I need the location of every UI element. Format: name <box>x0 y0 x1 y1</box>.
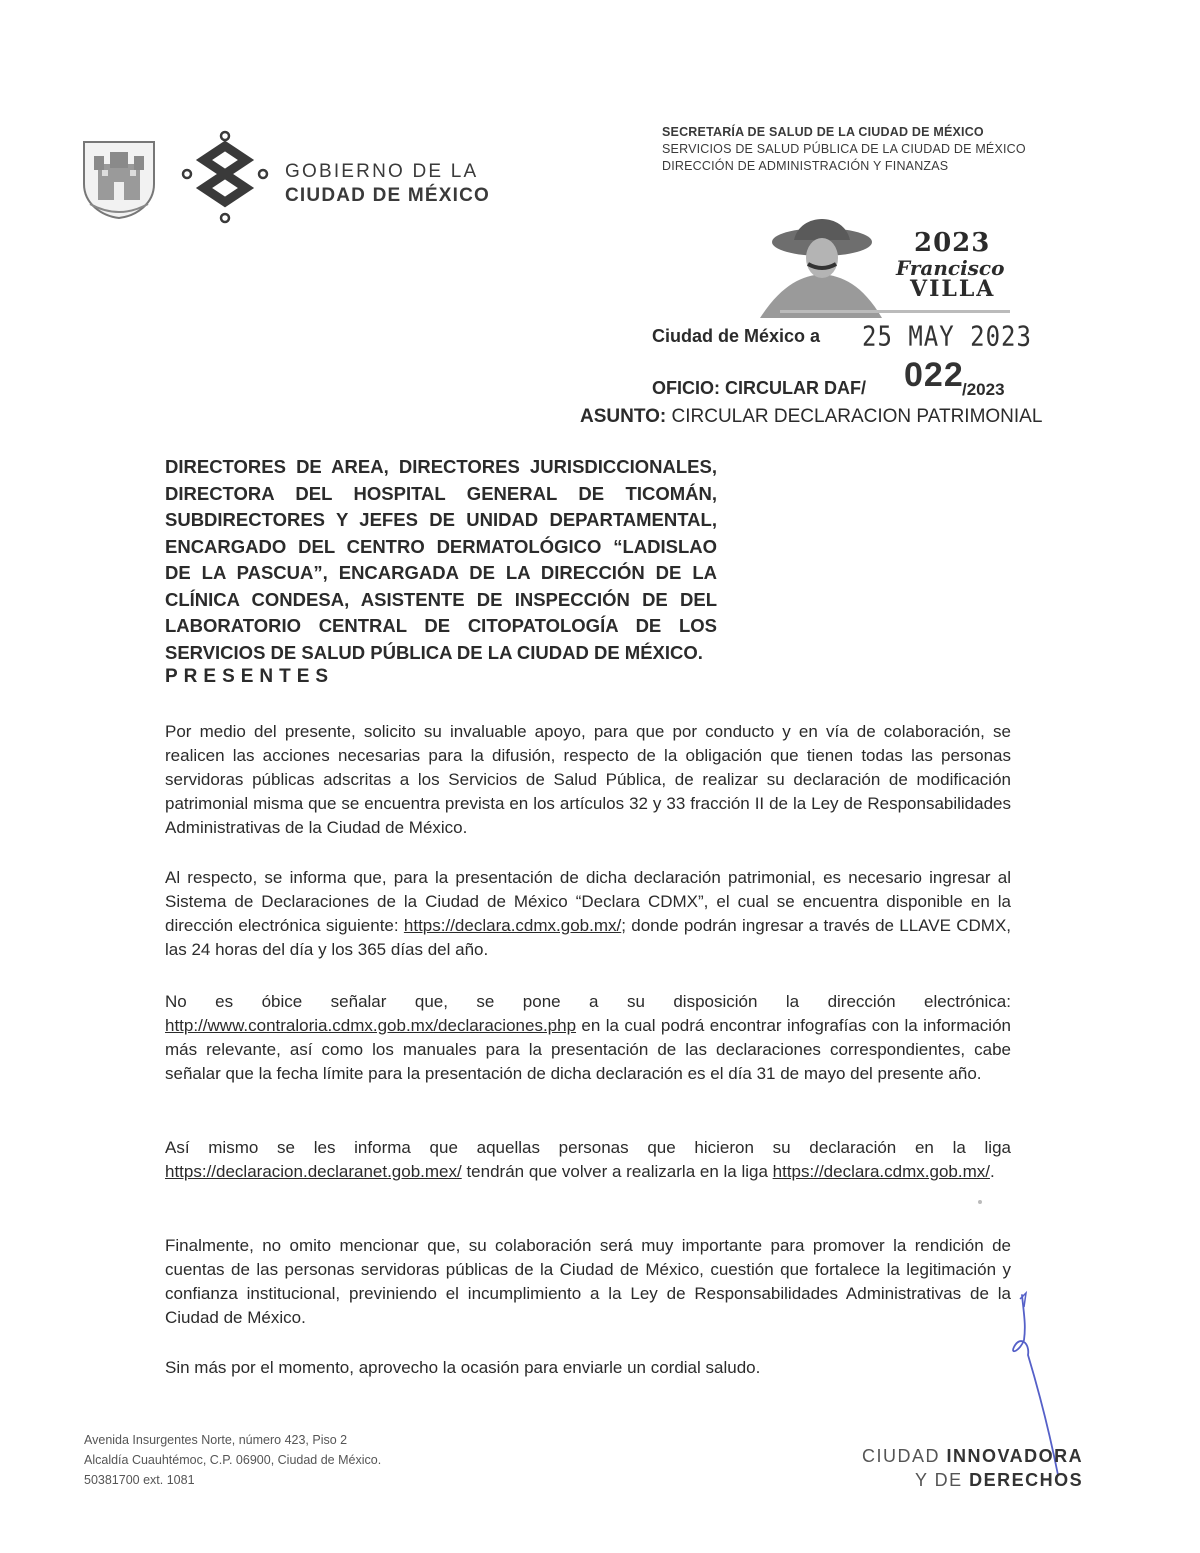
oficio-number: 022 <box>904 356 964 394</box>
emblem-name-last: VILLA <box>910 276 996 302</box>
declara-cdmx-link-2: https://declara.cdmx.gob.mx/ <box>772 1162 990 1181</box>
date-label: Ciudad de México a <box>652 326 821 346</box>
oficio-year: /2023 <box>962 380 1005 399</box>
department-line2: SERVICIOS DE SALUD PÚBLICA DE LA CIUDAD DE MÉXICO <box>662 142 1026 156</box>
slogan-line2-a: Y DE <box>914 1470 970 1490</box>
addressees-text: DIRECTORES DE AREA, DIRECTORES JURISDICCIONALES, DIRECTORA DEL HOSPITAL GENERAL DE TICOMÁN, SUBDIRECTORES Y JEFES DE UNIDAD DEPARTAMENTAL, ENCARGADO DEL CENTRO DERMATOLÓGICO “LADISLAO DE LA PASCUA”, ENCARGADA DE LA DIRECCIÓN DE LA CLÍNICA CONDESA, ASISTENTE DE INSPECCIÓN DE DEL LABORATORIO CENTRAL DE CITOPATOLOGÍA DE LOS SERVICIOS DE SALUD PÚBLICA DE LA CIUDAD DE MÉXICO. <box>165 456 717 663</box>
emblem-name-first: Francisco <box>896 256 1005 280</box>
body-paragraph-3-text-a: No es óbice señalar que, se pone a su disposición la dirección electrónica: <box>165 992 1011 1011</box>
contraloria-link: http://www.contraloria.cdmx.gob.mx/declaraciones.php <box>165 1016 577 1035</box>
department-line1: SECRETARÍA DE SALUD DE LA CIUDAD DE MÉXICO <box>662 125 984 139</box>
declaranet-link: https://declaracion.declaranet.gob.mex/ <box>165 1162 462 1181</box>
body-paragraph-4-text-b: tendrán que volver a realizarla en la liga <box>461 1162 773 1181</box>
government-name <box>285 160 490 208</box>
slogan-line1-b: INNOVADORA <box>946 1446 1084 1466</box>
body-paragraph-4-text-a: Así mismo se les informa que aquellas personas que hicieron su declaración en la liga <box>165 1138 1011 1157</box>
body-paragraph-1-text: Por medio del presente, solicito su invaluable apoyo, para que por conducto y en vía de colaboración, se realicen las acciones necesarias para la difusión, respecto de la obligación que tienen todas las personas servidoras públicas adscritas a los Servicios de Salud Pública, de realizar su declaración de modificación patrimonial misma que se encuentra prevista en los artículos 32 y 33 fracción II de la Ley de Responsabilidades Administrativas de la Ciudad de México. <box>165 722 1011 837</box>
footer-address <box>84 1430 381 1490</box>
declara-cdmx-link: https://declara.cdmx.gob.mx/ <box>403 916 622 935</box>
body-paragraph-5-text: Finalmente, no omito mencionar que, su colaboración será muy importante para promover la rendición de cuentas de las personas servidoras públicas de la Ciudad de México, cuestión que fortalece la legitimación y confianza institucional, previniendo el incumplimiento a la Ley de Responsabilidades Administrativas de la Ciudad de México. <box>165 1236 1011 1327</box>
government-name-line1: GOBIERNO DE LA <box>285 161 479 182</box>
department-heading <box>662 124 1026 175</box>
subject-text: CIRCULAR DECLARACION PATRIMONIAL <box>671 406 1043 427</box>
subject-line <box>580 406 1042 428</box>
closing-paragraph <box>165 1356 1011 1380</box>
body-paragraph-4-text-c: . <box>989 1162 995 1181</box>
coat-of-arms-shield-icon <box>80 138 158 220</box>
department-line3: DIRECCIÓN DE ADMINISTRACIÓN Y FINANZAS <box>662 159 949 173</box>
date-stamp: 25 MAY 2023 <box>862 320 1032 353</box>
closing-paragraph-text: Sin más por el momento, aprovecho la ocasión para enviarle un cordial saludo. <box>165 1358 761 1377</box>
cdmx-government-logo-icon <box>180 130 270 226</box>
body-paragraph-2-text-b: ; donde podrán ingresar a través de LLAVE CDMX, las 24 horas del día y los 365 días del año. <box>165 916 1012 959</box>
slogan-line1-a: CIUDAD <box>862 1446 947 1466</box>
body-paragraph-2-text-a: Al respecto, se informa que, para la presentación de dicha declaración patrimonial, es necesario ingresar al Sistema de Declaraciones de la Ciudad de México “Declara CDMX”, el cual se encuentra disponible en la dirección electrónica siguiente: <box>165 868 1011 935</box>
oficio-label: OFICIO: CIRCULAR DAF/ <box>652 378 866 398</box>
body-paragraph-4 <box>165 1136 1011 1184</box>
scan-dot <box>978 1200 982 1204</box>
subject-label: ASUNTO: <box>580 406 667 427</box>
footer-slogan <box>862 1444 1083 1492</box>
body-paragraph-2 <box>165 866 1011 962</box>
body-paragraph-5 <box>165 1234 1011 1330</box>
address-line1: Avenida Insurgentes Norte, número 423, Piso 2 <box>84 1433 348 1447</box>
body-paragraph-1 <box>165 720 1011 840</box>
presentes-heading: PRESENTES <box>165 666 335 687</box>
addressees-block <box>165 454 717 666</box>
body-paragraph-3 <box>165 990 1011 1086</box>
body-paragraph-3-text-b: en la cual podrá encontrar infografías con la información más relevante, así como los manuales para la presentación de las declaraciones correspondientes, cabe señalar que la fecha límite para la presentación de dicha declaración es el día 31 de mayo del presente año. <box>165 1016 1011 1083</box>
address-line2: Alcaldía Cuauhtémoc, C.P. 06900, Ciudad de México. <box>84 1453 382 1467</box>
address-phone: 50381700 ext. 1081 <box>84 1473 195 1487</box>
government-name-line2: CIUDAD DE MÉXICO <box>285 185 490 206</box>
slogan-line2-b: DERECHOS <box>969 1470 1084 1490</box>
emblem-year: 2023 <box>914 228 991 258</box>
